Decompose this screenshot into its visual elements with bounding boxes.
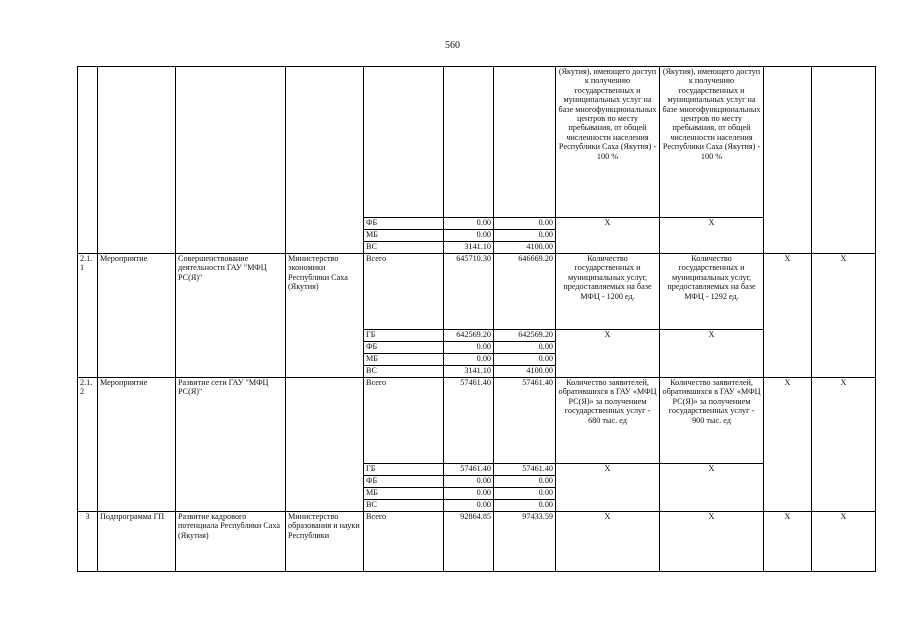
cell-value-2020: 0.00	[494, 500, 556, 512]
cell-type: Подпрограмма ГП	[98, 512, 176, 572]
cell-value-2020: 0.00	[494, 476, 556, 488]
cell-executor	[286, 378, 364, 512]
cell-source: ГБ	[364, 464, 444, 476]
cell-source: МБ	[364, 354, 444, 366]
cell-source: МБ	[364, 488, 444, 500]
cell-indicator-2019: X	[556, 512, 660, 572]
cell-value-2019: 645710.30	[444, 254, 494, 330]
cell-name	[176, 67, 286, 254]
cell-value-2019: 57461.40	[444, 464, 494, 476]
cell-indicator-2020: X	[660, 464, 764, 512]
cell-source: ГБ	[364, 330, 444, 342]
cell-num: 2.1. 1	[78, 254, 98, 378]
cell-x-b: X	[812, 254, 876, 378]
cell-x-a: X	[764, 378, 812, 512]
cell-source: Всего	[364, 378, 444, 464]
cell-source: МБ	[364, 230, 444, 242]
cell-value-2020: 4100.00	[494, 366, 556, 378]
cell-source: ФБ	[364, 476, 444, 488]
cell-name: Развитие сети ГАУ "МФЦ РС(Я)"	[176, 378, 286, 512]
page-number: 560	[445, 40, 460, 51]
cell-value-2019: 0.00	[444, 500, 494, 512]
cell-source: ФБ	[364, 218, 444, 230]
cell-name: Развитие кадрового потенциала Республики Саха (Якутия)	[176, 512, 286, 572]
cell-value-2019: 0.00	[444, 476, 494, 488]
cell-indicator-2019: X	[556, 218, 660, 254]
cell-indicator-2019: Количество заявителей, обратившихся в ГАУ «МФЦ РС(Я)» за получением государственных услуг - 680 тыс. ед	[556, 378, 660, 464]
cell-executor: Министерство образования и науки Республики	[286, 512, 364, 572]
cell-indicator-2019: X	[556, 330, 660, 378]
cell-type	[98, 67, 176, 254]
cell-value-2020: 57461.40	[494, 378, 556, 464]
cell-value-2019: 3141.10	[444, 366, 494, 378]
cell-value-2020: 0.00	[494, 342, 556, 354]
cell-value-2020: 0.00	[494, 230, 556, 242]
cell-indicator-2019: X	[556, 464, 660, 512]
cell-num	[78, 67, 98, 254]
cell-indicator-2020: X	[660, 330, 764, 378]
table-row	[78, 67, 876, 218]
cell-type: Мероприятие	[98, 378, 176, 512]
cell-value-2020: 642569.20	[494, 330, 556, 342]
cell-indicator-2019: (Якутия), имеющего доступ к получению государственных и муниципальных услуг на базе многофункциональных центров по месту пребывания, от общей численности населения Республики Саха (Якутия) - 100 %	[556, 67, 660, 218]
cell-x-b: X	[812, 512, 876, 572]
cell-x-a: X	[764, 512, 812, 572]
cell-source	[364, 67, 444, 218]
cell-value-2020: 0.00	[494, 354, 556, 366]
cell-value-2020: 97433.59	[494, 512, 556, 572]
cell-value-2019: 0.00	[444, 488, 494, 500]
cell-name: Совершенствование деятельности ГАУ "МФЦ РС(Я)"	[176, 254, 286, 378]
cell-indicator-2019: Количество государственных и муниципальных услуг, предоставляемых на базе МФЦ - 1200 ед.	[556, 254, 660, 330]
cell-num: 2.1. 2	[78, 378, 98, 512]
cell-executor	[286, 67, 364, 254]
cell-value-2019: 0.00	[444, 354, 494, 366]
cell-value-2019: 0.00	[444, 218, 494, 230]
cell-value-2019: 57461.40	[444, 378, 494, 464]
cell-x-b: X	[812, 378, 876, 512]
cell-value-2019: 92864.85	[444, 512, 494, 572]
cell-value-2019	[444, 67, 494, 218]
cell-value-2020: 646669.20	[494, 254, 556, 330]
cell-x-b	[812, 67, 876, 254]
cell-type: Мероприятие	[98, 254, 176, 378]
cell-source: Всего	[364, 512, 444, 572]
cell-source: Всего	[364, 254, 444, 330]
table-row	[78, 378, 876, 464]
cell-value-2020: 0.00	[494, 218, 556, 230]
cell-x-a	[764, 67, 812, 254]
cell-indicator-2020: (Якутия), имеющего доступ к получению государственных и муниципальных услуг на базе многофункциональных центров по месту пребывания, от общей численности населения Республики Саха (Якутия) - 100 %	[660, 67, 764, 218]
cell-source: ФБ	[364, 342, 444, 354]
cell-value-2020: 57461.40	[494, 464, 556, 476]
cell-source: ВС	[364, 366, 444, 378]
cell-source: ВС	[364, 500, 444, 512]
table-row	[78, 512, 876, 572]
cell-x-a: X	[764, 254, 812, 378]
cell-num: 3	[78, 512, 98, 572]
cell-indicator-2020: X	[660, 218, 764, 254]
cell-indicator-2020: Количество заявителей, обратившихся в ГАУ «МФЦ РС(Я)» за получением государственных услуг - 900 тыс. ед	[660, 378, 764, 464]
cell-indicator-2020: X	[660, 512, 764, 572]
cell-value-2020: 0.00	[494, 488, 556, 500]
cell-value-2020: 4100.00	[494, 242, 556, 254]
cell-indicator-2020: Количество государственных и муниципальных услуг, предоставляемых на базе МФЦ - 1292 ед.	[660, 254, 764, 330]
table-row	[78, 254, 876, 330]
program-table	[77, 66, 876, 572]
cell-value-2019: 642569.20	[444, 330, 494, 342]
cell-source: ВС	[364, 242, 444, 254]
cell-value-2020	[494, 67, 556, 218]
cell-value-2019: 0.00	[444, 342, 494, 354]
cell-value-2019: 0.00	[444, 230, 494, 242]
cell-executor: Министерство экономики Республики Саха (Якутия)	[286, 254, 364, 378]
cell-value-2019: 3141.10	[444, 242, 494, 254]
